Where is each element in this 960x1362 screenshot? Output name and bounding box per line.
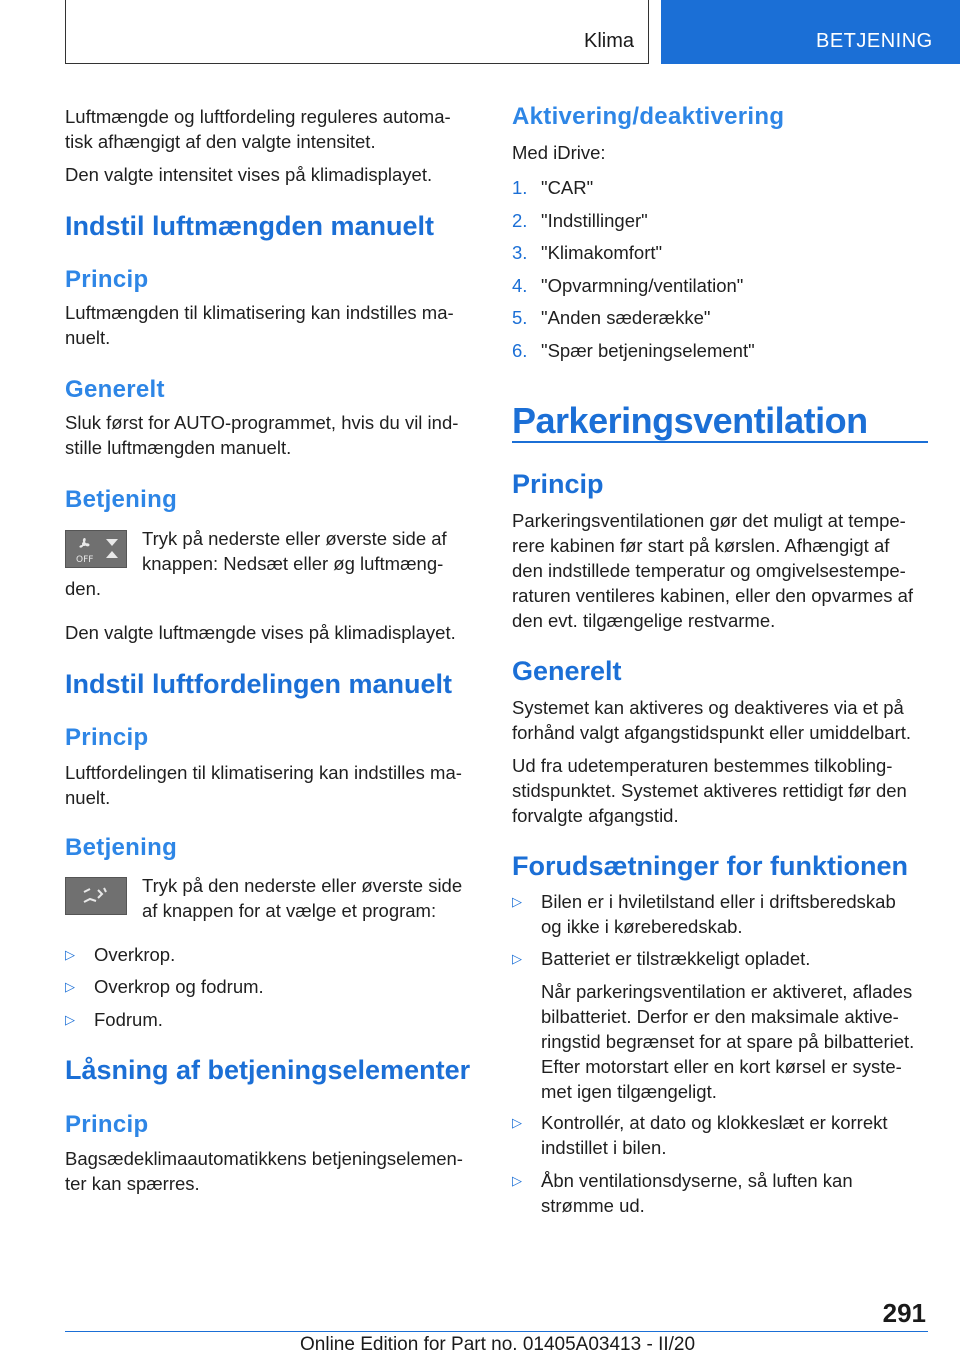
generelt2-line-2: stidspunktet. Systemet aktiveres rettidigt før den: [512, 780, 907, 801]
section-title: BETJENING: [816, 30, 933, 52]
prereq-3-line-2: indstillet i bilen.: [541, 1137, 667, 1158]
bullet-triangle-icon: ▷: [512, 951, 522, 966]
chapter-title: Klima: [583, 30, 634, 52]
heading-princip-1: Princip: [65, 266, 149, 293]
air-distribution-icon: [66, 878, 126, 914]
heading-air-manual: Indstil luftmængden manuelt: [65, 211, 434, 241]
heading-princip-2: Princip: [65, 724, 149, 751]
bullet-3: Fodrum.: [94, 1009, 163, 1030]
princip-line-3: den indstillede temperatur og omgivelsestempe-: [512, 560, 906, 581]
prereq-1-line-2: og ikke i køreberedskab.: [541, 916, 743, 937]
step-number: 1.: [512, 177, 528, 198]
princip-1-line-2: nuelt.: [65, 327, 111, 348]
bullet-triangle-icon: ▷: [512, 1115, 522, 1130]
heading-princip-3: Princip: [65, 1111, 149, 1138]
prereq-3-line-1: Kontrollér, at dato og klokkeslæt er korrekt: [541, 1112, 888, 1133]
footer-rule: [65, 1331, 928, 1332]
generelt-1-line-1: Sluk først for AUTO-programmet, hvis du vil ind-: [65, 412, 459, 433]
step-number: 3.: [512, 242, 528, 263]
princip-3-line-2: ter kan spærres.: [65, 1173, 200, 1194]
betjening-1-line-2: knappen: Nedsæt eller øg luftmæng-: [142, 553, 444, 574]
princip-3-line-1: Bagsædeklimaautomatikkens betjeningselemen-: [65, 1148, 463, 1169]
header-right: [661, 0, 960, 64]
idrive-label: Med iDrive:: [512, 142, 606, 163]
princip-1-line-1: Luftmængden til klimatisering kan indstilles ma-: [65, 302, 454, 323]
battery-note-line-4: Efter motorstart eller en kort kørsel er syste-: [541, 1056, 902, 1077]
heading-rule: [512, 441, 928, 443]
generelt-line-1: Systemet kan aktiveres og deaktiveres via et på: [512, 697, 904, 718]
step-text: "Anden sæderække": [541, 307, 711, 328]
step-text: "Spær betjeningselement": [541, 340, 755, 361]
step-number: 6.: [512, 340, 528, 361]
betjening-1-line-3: den.: [65, 578, 102, 599]
battery-note-line-3: ringstid begrænset for at spare på bilbatteriet.: [541, 1031, 915, 1052]
betjening-1-after: Den valgte luftmængde vises på klimadisplayet.: [65, 622, 456, 643]
betjening-2-line-2: af knappen for at vælge et program:: [142, 900, 437, 921]
heading-parking-ventilation: Parkeringsventilation: [512, 400, 868, 441]
intro-line-2: tisk afhængigt af den valgte intensitet.: [65, 131, 376, 152]
step-text: "Indstillinger": [541, 210, 648, 231]
bullet-2: Overkrop og fodrum.: [94, 976, 264, 997]
heading-distribution: Indstil luftfordelingen manuelt: [65, 669, 452, 699]
heading-betjening-1: Betjening: [65, 486, 178, 513]
generelt-line-2: forhånd valgt afgangstidspunkt eller umiddelbart.: [512, 722, 912, 743]
page-number: 291: [882, 1298, 926, 1328]
step-number: 5.: [512, 307, 528, 328]
princip-line-2: rere kabinen før start på kørslen. Afhængigt af: [512, 535, 890, 556]
bullet-triangle-icon: ▷: [65, 979, 75, 994]
princip-2-line-1: Luftfordelingen til klimatisering kan indstilles ma-: [65, 762, 462, 783]
bullet-triangle-icon: ▷: [512, 1173, 522, 1188]
battery-note-line-2: bilbatteriet. Derfor er den maksimale aktive-: [541, 1006, 899, 1027]
princip-2-line-2: nuelt.: [65, 787, 111, 808]
fan-button-image: [65, 530, 127, 568]
prereq-4-line-1: Åbn ventilationsdyserne, så luften kan: [541, 1170, 853, 1191]
svg-text:OFF: OFF: [76, 555, 94, 565]
generelt2-line-3: forvalgte afgangstid.: [512, 805, 679, 826]
heading-activation: Aktivering/deaktivering: [512, 103, 785, 130]
fan-icon: [66, 531, 126, 567]
heading-prerequisites: Forudsætninger for funktionen: [512, 851, 908, 881]
header-left: [65, 0, 649, 64]
prereq-1-line-1: Bilen er i hviletilstand eller i driftsberedskab: [541, 891, 896, 912]
bullet-1: Overkrop.: [94, 944, 176, 965]
step-number: 4.: [512, 275, 528, 296]
princip-line-4: raturen ventileres kabinen, eller den opvarmes af: [512, 585, 914, 606]
generelt2-line-1: Ud fra udetemperaturen bestemmes tilkobling-: [512, 755, 893, 776]
heading-princip: Princip: [512, 469, 604, 499]
heading-generelt: Generelt: [512, 656, 622, 686]
betjening-2-line-1: Tryk på den nederste eller øverste side: [142, 875, 463, 896]
intro-line-1: Luftmængde og luftfordeling reguleres automa-: [65, 106, 451, 127]
prereq-4-line-2: strømme ud.: [541, 1195, 645, 1216]
prereq-2-line-1: Batteriet er tilstrækkeligt opladet.: [541, 948, 811, 969]
step-text: "CAR": [541, 177, 594, 198]
heading-lock: Låsning af betjeningselementer: [65, 1055, 471, 1085]
heading-betjening-2: Betjening: [65, 834, 178, 861]
step-text: "Klimakomfort": [541, 242, 663, 263]
step-text: "Opvarmning/ventilation": [541, 275, 744, 296]
bullet-triangle-icon: ▷: [512, 894, 522, 909]
battery-note-line-1: Når parkeringsventilation er aktiveret, aflades: [541, 981, 913, 1002]
generelt-1-line-2: stille luftmængden manuelt.: [65, 437, 292, 458]
step-number: 2.: [512, 210, 528, 231]
air-distribution-button-image: [65, 877, 127, 915]
princip-line-5: den evt. tilgængelige restvarme.: [512, 610, 776, 631]
princip-line-1: Parkeringsventilationen gør det muligt at tempe-: [512, 510, 906, 531]
bullet-triangle-icon: ▷: [65, 947, 75, 962]
bullet-triangle-icon: ▷: [65, 1012, 75, 1027]
intro-2: Den valgte intensitet vises på klimadisplayet.: [65, 164, 433, 185]
betjening-1-line-1: Tryk på nederste eller øverste side af: [142, 528, 447, 549]
heading-generelt-1: Generelt: [65, 376, 165, 403]
battery-note-line-5: met igen tilgængeligt.: [541, 1081, 717, 1102]
footer-edition: Online Edition for Part no. 01405A03413 - II/20: [300, 1334, 696, 1355]
